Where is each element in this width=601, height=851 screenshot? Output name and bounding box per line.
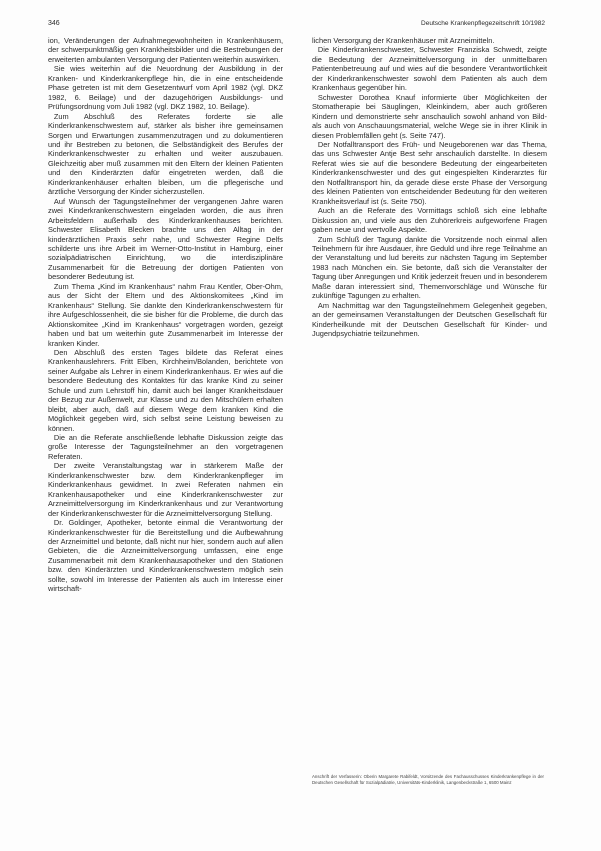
paragraph: Den Abschluß des ersten Tages bildete das Referat eines Krankenhauslehrers. Fritt Elben, Kirchheim/Bolanden, berichtete von seiner Aufgabe als Lehrer in einem Kinderkrankenhaus. Er wies auf die besondere Bedeutung des Kontaktes für das kranke Kind zu seiner Schule und zum Lehrstoff hin, damit auch bei langer Krankheitsdauer der Bezug zur Außenwelt, zur Klasse und zu den Mitschülern erhalten bleibt, aber auch, daß auf diesem Wege dem kranken Kind die Möglichkeit gegeben wird, sich selbst seine Leistung beweisen zu können.: [48, 347, 283, 433]
paragraph: Der zweite Veranstaltungstag war in stärkerem Maße der Kinderkrankenschwester bzw. dem Kinderkrankenpfleger im Kinderkrankenhaus gewidmet. In zwei Referaten nahmen ein Krankenhausapotheker und eine Kinderkrankenschwester zur Arzneimittelversorgung im Kinderkrankenhaus und zur Verantwortung der Kinderkrankenschwester für die Arzneimittelversorgung Stellung.: [48, 461, 283, 518]
paragraph: Am Nachmittag war den Tagungsteilnehmern Gelegenheit gegeben, an der gemeinsamen Veranstaltungen der Deutschen Gesellschaft für Kinderheilkunde mit der Deutschen Gesellschaft für Kinder- und Jugendpsychiatrie teilzunehmen.: [312, 300, 547, 339]
paragraph: Auf Wunsch der Tagungsteilnehmer der vergangenen Jahre waren zwei Kinderkrankenschwestern eingeladen worden, die aus ihren Arbeitsfeldern außerhalb des Kinderkrankenhauses berichten. Schwester Elisabeth Blecken brachte uns den Alltag in der kinderärztlichen Praxis sehr nahe, und Schwester Regine Delfs schilderte uns ihre Arbeit im Werner-Otto-Institut in Hamburg, einer sozialpädiatrischen Einrichtung, wo die interdisziplinäre Zusammenarbeit für die Betreuung der dortigen Patienten von besonderer Bedeutung ist.: [48, 196, 283, 282]
paragraph: Schwester Dorothea Knauf informierte über Möglichkeiten der Stomatherapie bei Säuglingen, Kleinkindern, aber auch größeren Kindern und demonstrierte sehr anschaulich sowohl anhand von Bild- als auch von Anschauungsmaterial, welche Wege sie in ihrer Klinik in diesen Problemfällen geht (s. Seite 747).: [312, 92, 547, 140]
paragraph: Sie wies weiterhin auf die Neuordnung der Ausbildung in der Kranken- und Kinderkrankenpflege hin, die in eine entscheidende Phase getreten ist mit dem Gesetzentwurf vom April 1982 (vgl. DKZ 1982, 6. Beilage) und der dazugehörigen Ausbildungs- und Prüfungsordnung vom Juli 1982 (vgl. DKZ 1982, 10. Beilage).: [48, 64, 283, 112]
paragraph: Auch an die Referate des Vormittags schloß sich eine lebhafte Diskussion an, und viele aus den Zuhörerkreis aufgeworfene Fragen gaben neue und wertvolle Aspekte.: [312, 206, 547, 235]
paragraph: Der Notfalltransport des Früh- und Neugeborenen war das Thema, das uns Schwester Antje Best sehr anschaulich darstellte. In diesem Referat wies sie auf die besondere Bedeutung der eingearbeiteten Kinderkrankenschwester und des gut eingespielten Kinderarztes für den Notfalltransport hin, da gerade diese erste Phase der Versorgung des kleinen Patienten von entscheidender Bedeutung für den weiteren Krankheitsverlauf ist (s. Seite 750).: [312, 139, 547, 206]
paragraph: ion, Veränderungen der Aufnahmegewohnheiten in Krankenhäusern, der schwerpunktmäßig gen Krankheitsbilder und die Bestrebungen der erweiterten ambulanten Versorgung der Patienten weiterhin auswirken.: [48, 36, 283, 64]
left-column: [48, 36, 283, 594]
page-number: 346: [48, 20, 60, 27]
paragraph: Zum Schluß der Tagung dankte die Vorsitzende noch einmal allen Teilnehmern für ihre Ausdauer, ihre Geduld und ihre rege Teilnahme an der Veranstaltung und lud bereits zur nächsten Tagung im September 1983 nach München ein. Sie betonte, daß sich die Veranstalter der Tagung über Anregungen und Kritik jederzeit freuen und in besonderem Maße daran interessiert sind, Themenvorschläge und Wünsche für zukünftige Tagungen zu erhalten.: [312, 234, 547, 301]
author-address-footnote: Anschrift der Verfasserin: Oberin Margarete Rabifeldt, Vorsitzende des Fachausschusses Kinderkrankenpflege in der Deutschen Gesellschaft für Sozialpädiatrie, Universitäts-Kinderklinik, Langenbeckstraße 1, 6500 Mainz: [312, 774, 544, 785]
paragraph: Die Kinderkrankenschwester, Schwester Franziska Schwedt, zeigte die Bedeutung der Arzneimittelversorgung in der unmittelbaren Patientenbetreuung auf und wies auf die besondere Verantwortlichkeit der Kinderkrankenschwester sowohl dem Patienten als auch dem Krankenhaus gegenüber hin.: [312, 45, 547, 93]
page-header: [48, 20, 545, 32]
paragraph: Dr. Goldinger, Apotheker, betonte einmal die Verantwortung der Kinderkrankenschwester für die Bereitstellung und die Aufbewahrung der Arzneimittel und betonte, daß nicht nur hier, sondern auch auf allen Gebieten, die die Arzneimittelversorgung umfassen, eine enge Zusammenarbeit mit dem Krankenhausapotheker und den Stationen bzw. den Kinderärzten und Kinderkrankenschwestern möglich sein sollte, sowohl im Interesse der Patienten als auch im Interesse einer wirtschaft-: [48, 518, 283, 594]
right-column: [312, 36, 547, 339]
paragraph: lichen Versorgung der Krankenhäuser mit Arzneimitteln.: [312, 36, 495, 45]
paragraph: Zum Thema „Kind im Krankenhaus“ nahm Frau Kentler, Ober-Ohm, aus der Sicht der Eltern und des Aktionskomitees „Kind im Krankenhaus“ Stellung. Sie dankte den Kinderkrankenschwestern für ihre Aufgeschlossenheit, die sie bisher für die Probleme, die durch das Aktionskomitee „Kind im Krankenhaus“ vorgetragen worden, gezeigt haben und bat um weiterhin gute Zusammenarbeit im Interesse der kranken Kinder.: [48, 281, 283, 348]
paragraph: Die an die Referate anschließende lebhafte Diskussion zeigte das große Interesse der Tagungsteilnehmer an den vorgetragenen Referaten.: [48, 433, 283, 461]
journal-title: Deutsche Krankenpflegezeitschrift 10/1982: [421, 20, 545, 27]
paragraph: Zum Abschluß des Referates forderte sie alle Kinderkrankenschwestern auf, stärker als bisher ihre gemeinsamen Sorgen und Erwartungen zusammenzutragen und zu dokumentieren und ihr Bestreben zu betonen, die Selbständigkeit des Berufes der Kinderkrankenschwester zu erhalten und weiter auszubauen. Gleichzeitig aber muß zusammen mit den Eltern der kleinen Patienten und den Kinderärzten dafür eingetreten werden, daß die Kinderkrankenhäuser erhalten bleiben, um die pflegerische und ärztliche Versorgung der Kinder sicherzustellen.: [48, 111, 283, 197]
